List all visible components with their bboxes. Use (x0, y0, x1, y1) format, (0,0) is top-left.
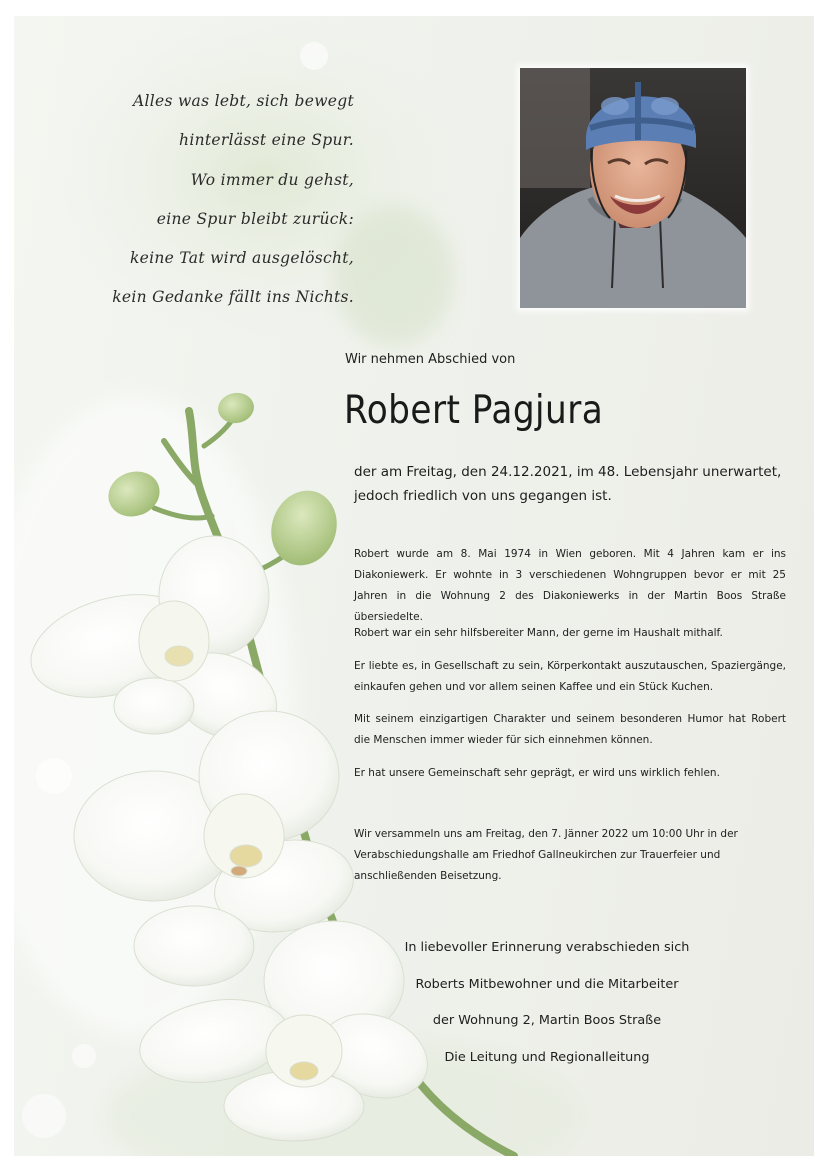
death-notice: der am Freitag, den 24.12.2021, im 48. Lebensjahr unerwartet, jedoch friedlich von uns gegangen ist. (354, 464, 782, 504)
closing-line: der Wohnung 2, Martin Boos Straße (432, 1013, 662, 1029)
deceased-name: Robert Pagjura (344, 388, 604, 433)
biography-paragraph (354, 709, 786, 751)
biography-text: Er hat unsere Gemeinschaft sehr geprägt, er wird uns wirklich fehlen. (354, 767, 720, 779)
biography-paragraph (354, 763, 786, 784)
portrait-photo (520, 68, 746, 308)
closing-signature (369, 930, 725, 1076)
biography-paragraph (354, 656, 786, 698)
obituary-page (14, 16, 814, 1156)
biography-text: Mit seinem einzigartigen Charakter und seinem besonderen Humor hat Robert die Menschen immer wieder für sich einnehmen können. (354, 713, 786, 746)
closing-line: Die Leitung und Regionalleitung (444, 1049, 650, 1065)
biography-paragraph (354, 623, 786, 644)
poem (74, 82, 354, 318)
closing-line: In liebevoller Erinnerung verabschieden sich (404, 940, 690, 955)
poem-line: eine Spur bleibt zurück: (156, 209, 354, 228)
closing-line: Roberts Mitbewohner und die Mitarbeiter (415, 976, 679, 992)
ceremony-info (354, 824, 754, 887)
poem-line: keine Tat wird ausgelöscht, (129, 249, 354, 268)
biography-text: Robert wurde am 8. Mai 1974 in Wien geboren. Mit 4 Jahren kam er ins Diakoniewerk. Er wohnte in 3 verschiedenen Wohngruppen bevor er mit 25 Jahren in die Wohnung 2 des Diakoniewerks in der Martin Boos Straße übersiedelte. (354, 548, 786, 623)
ceremony-text: Wir versammeln uns am Freitag, den 7. Jänner 2022 um 10:00 Uhr in der Verabschiedungshalle am Friedhof Gallneukirchen zur Trauerfeier und anschließenden Beisetzung. (354, 828, 738, 882)
poem-line: hinterlässt eine Spur. (179, 131, 354, 150)
biography-text: Er liebte es, in Gesellschaft zu sein, Körperkontakt auszutauschen, Spaziergänge, einkaufen gehen und vor allem seinen Kaffee und ein Stück Kuchen. (354, 660, 786, 693)
biography-text: Robert war ein sehr hilfsbereiter Mann, der gerne im Haushalt mithalf. (354, 627, 723, 639)
poem-line: Alles was lebt, sich bewegt (133, 92, 354, 110)
poem-line: Wo immer du gehst, (190, 170, 354, 189)
biography-paragraph (354, 544, 786, 628)
farewell-intro: Wir nehmen Abschied von (345, 352, 516, 367)
poem-line: kein Gedanke fällt ins Nichts. (112, 288, 354, 307)
